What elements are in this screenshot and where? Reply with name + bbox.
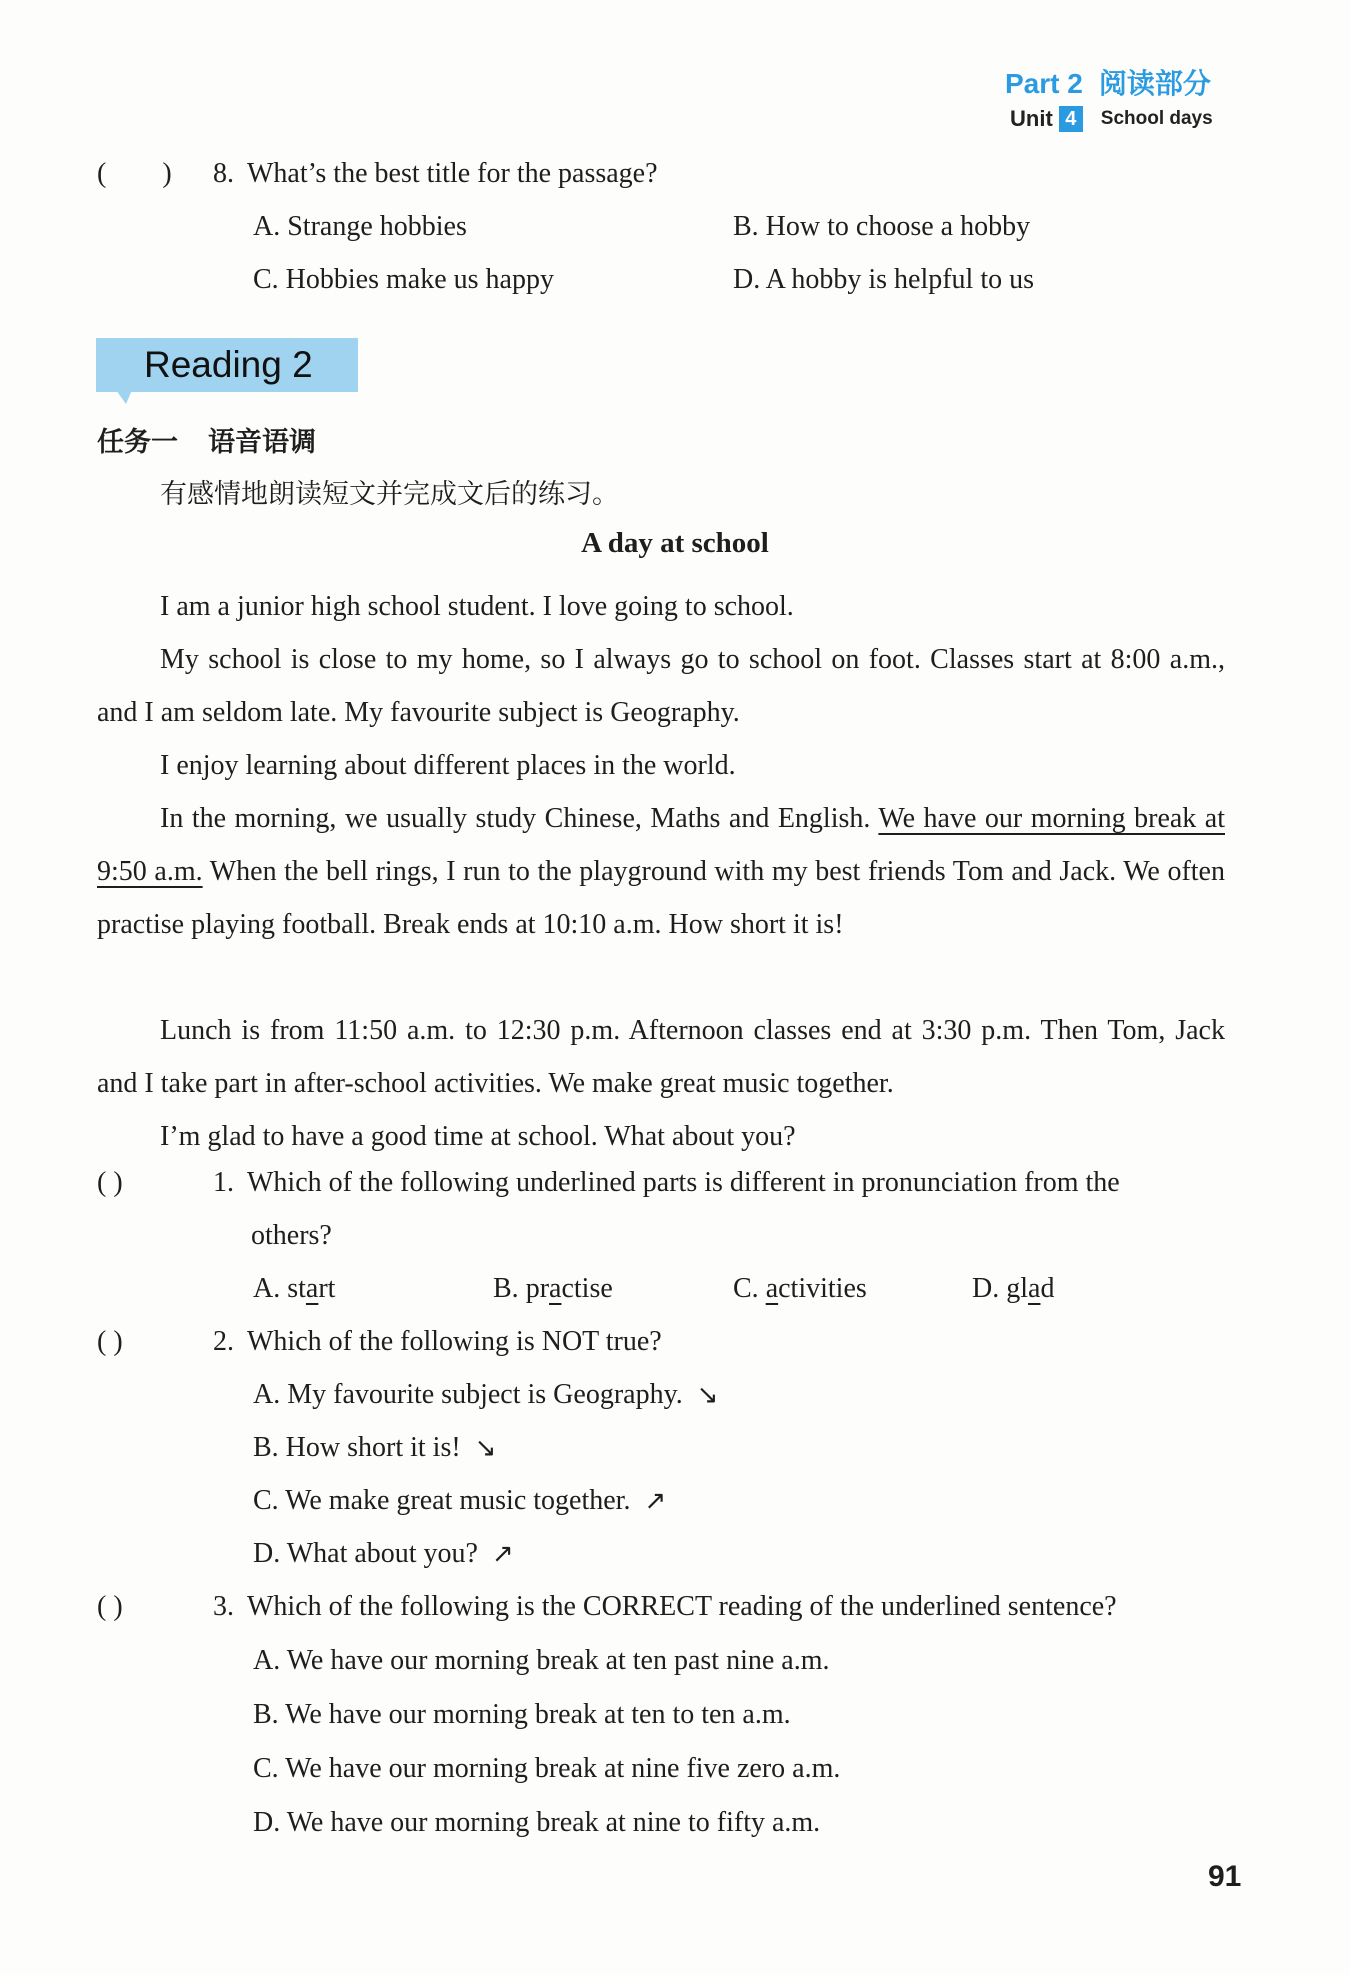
q8-option-c: C. Hobbies make us happy <box>253 264 554 295</box>
underlined-letter: a <box>549 1273 562 1304</box>
q1-number: 1. <box>213 1167 234 1198</box>
q2-option-b <box>253 1428 496 1468</box>
q3-option-b: B. We have our morning break at ten to ten a.m. <box>253 1699 791 1730</box>
q2-text: Which of the following is NOT true? <box>247 1326 662 1357</box>
option-text: D. What about you? <box>253 1538 478 1569</box>
q1-option-a <box>253 1269 335 1309</box>
q2-question <box>213 1322 662 1362</box>
q1-text: Which of the following underlined parts is different in pronunciation from the <box>247 1167 1120 1198</box>
passage-title: A day at school <box>581 527 769 559</box>
rising-intonation-icon: ↗ <box>644 1486 667 1516</box>
q3-option-a: A. We have our morning break at ten past nine a.m. <box>253 1645 830 1676</box>
q3-answer-blank[interactable]: ( ) <box>97 1591 123 1622</box>
passage-paragraph-5: Lunch is from 11:50 a.m. to 12:30 p.m. Afternoon classes end at 3:30 p.m. Then Tom, Jack and I take part in after-school activities. We make great music together. <box>97 1015 1225 1099</box>
q8-text: What’s the best title for the passage? <box>247 158 658 189</box>
word-part: d <box>1040 1273 1055 1304</box>
banner-tail <box>116 390 132 404</box>
p4-text-before: In the morning, we usually study Chinese, Maths and English. <box>160 803 879 834</box>
page-number: 91 <box>1208 1860 1242 1893</box>
section-title-cn: 阅读部分 <box>1098 67 1211 100</box>
q3-text: Which of the following is the CORRECT reading of the underlined sentence? <box>247 1591 1117 1622</box>
q2-option-a <box>253 1375 719 1415</box>
option-prefix: B. <box>493 1273 526 1304</box>
passage-paragraph-4 <box>97 792 1225 951</box>
unit-label: Unit <box>1010 106 1053 131</box>
option-prefix: D. <box>972 1273 1007 1304</box>
falling-intonation-icon: ↘ <box>474 1433 497 1463</box>
word-part: rt <box>318 1273 336 1304</box>
option-text: A. My favourite subject is Geography. <box>253 1379 683 1410</box>
word-part: pr <box>525 1273 550 1304</box>
underlined-letter: a <box>305 1273 319 1304</box>
q8-option-d: D. A hobby is helpful to us <box>733 264 1035 295</box>
falling-intonation-icon: ↘ <box>696 1380 719 1410</box>
option-prefix: C. <box>733 1273 766 1304</box>
part-label: Part 2 <box>1005 68 1083 99</box>
header-part <box>1005 62 1211 102</box>
q1-option-d <box>972 1269 1054 1309</box>
q8-option-a: A. Strange hobbies <box>253 211 467 242</box>
unit-number-badge: 4 <box>1059 106 1083 132</box>
answer-blank[interactable]: ( ) <box>97 158 172 189</box>
q3-number: 3. <box>213 1591 234 1622</box>
task-name: 语音语调 <box>208 427 316 458</box>
q2-number: 2. <box>213 1326 234 1357</box>
passage-paragraph-1: I am a junior high school student. I love going to school. <box>160 591 794 622</box>
rising-intonation-icon: ↗ <box>491 1539 514 1569</box>
q8-question <box>213 154 658 194</box>
word-part: ctivities <box>778 1273 867 1304</box>
p4-text-after: When the bell rings, I run to the playground with my best friends Tom and Jack. We often practise playing football. Break ends at 10:10 a.m. How short it is! <box>97 856 1225 940</box>
underlined-letter: a <box>765 1273 779 1304</box>
q1-text-line2: others? <box>251 1220 332 1251</box>
underlined-letter: a <box>1028 1273 1041 1304</box>
task-instruction: 有感情地朗读短文并完成文后的练习。 <box>160 479 619 510</box>
q1-option-c <box>733 1269 867 1309</box>
word-part: ctise <box>561 1273 613 1304</box>
q2-option-c <box>253 1481 666 1521</box>
task-heading <box>97 420 316 459</box>
passage-paragraph-6: I’m glad to have a good time at school. What about you? <box>160 1121 796 1152</box>
q3-option-d: D. We have our morning break at nine to fifty a.m. <box>253 1807 821 1838</box>
word-part: st <box>287 1273 306 1304</box>
underlined-sentence: We have our morning break at 9:50 a.m. <box>97 803 1226 887</box>
q1-question <box>213 1163 1120 1203</box>
option-text: C. We make great music together. <box>253 1485 631 1516</box>
q3-question <box>213 1587 1117 1627</box>
passage-paragraph-2: My school is close to my home, so I always go to school on foot. Classes start at 8:00 a.m., and I am seldom late. My favourite subject is Geography. <box>97 644 1225 728</box>
q8-row <box>97 154 172 194</box>
task-label: 任务一 <box>97 427 178 458</box>
q1-answer-blank[interactable]: ( ) <box>97 1167 123 1198</box>
q2-answer-blank[interactable]: ( ) <box>97 1326 123 1357</box>
option-prefix: A. <box>253 1273 288 1304</box>
passage-paragraph-3: I enjoy learning about different places in the world. <box>160 750 736 781</box>
header-unit <box>1010 106 1213 132</box>
q8-number: 8. <box>213 158 234 189</box>
reading-banner-label: Reading 2 <box>144 344 313 385</box>
word-part: gl <box>1006 1273 1029 1304</box>
q2-option-d <box>253 1534 514 1574</box>
unit-title: School days <box>1100 108 1213 129</box>
q8-option-b: B. How to choose a hobby <box>733 211 1031 242</box>
option-text: B. How short it is! <box>253 1432 461 1463</box>
q1-option-b <box>493 1269 613 1309</box>
q3-option-c: C. We have our morning break at nine five zero a.m. <box>253 1753 841 1784</box>
